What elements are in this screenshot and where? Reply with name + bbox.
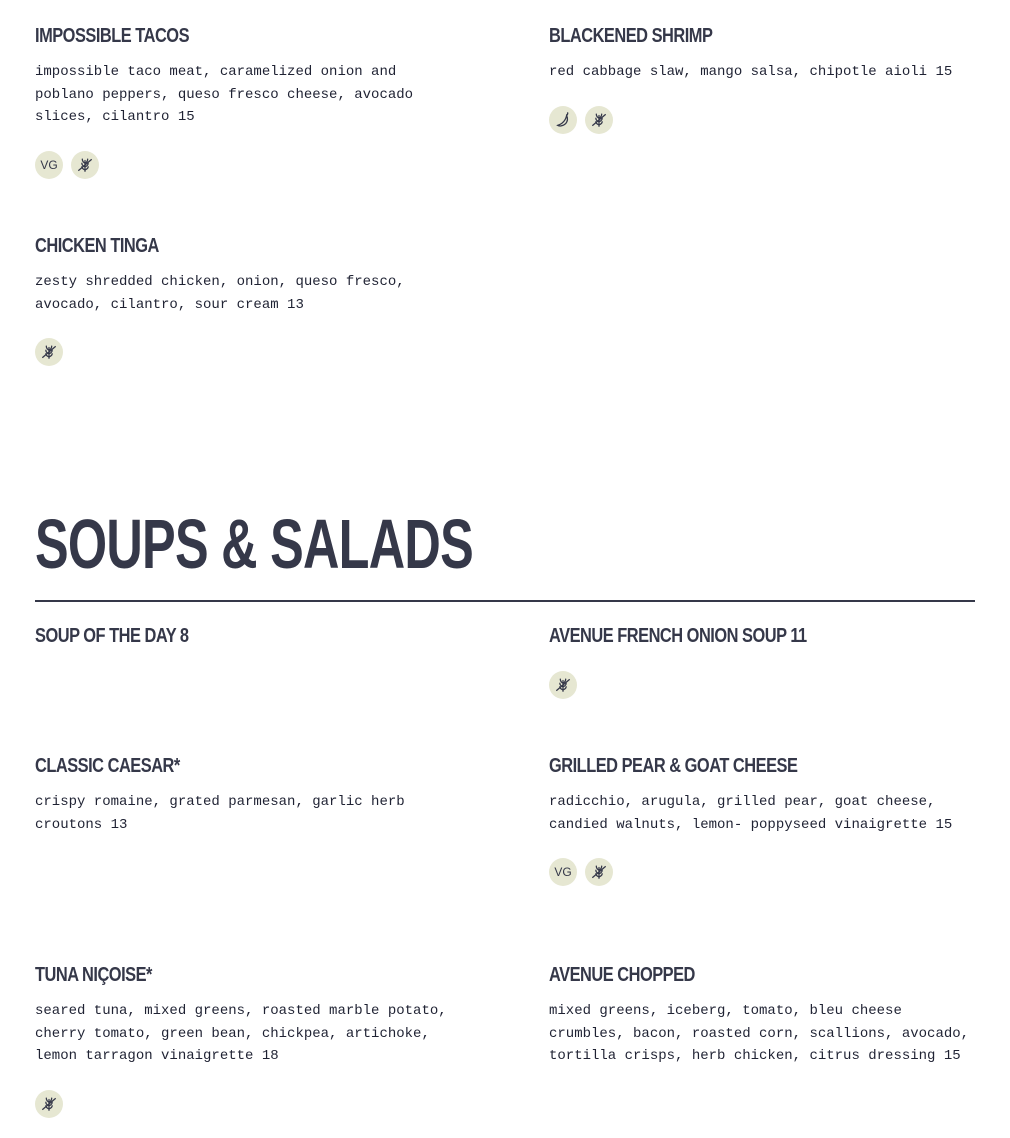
dietary-badges	[549, 858, 979, 886]
dietary-badges	[35, 338, 460, 366]
vegan-icon: VG	[35, 151, 63, 179]
item-description: radicchio, arugula, grilled pear, goat cheese, candied walnuts, lemon- poppyseed vinaigrette 15	[549, 794, 953, 833]
item-title: AVENUE CHOPPED	[549, 964, 695, 986]
chili-pepper-icon	[549, 106, 577, 134]
item-title: TUNA NIÇOISE*	[35, 964, 152, 986]
dietary-badges	[35, 151, 460, 179]
gluten-free-icon	[35, 338, 63, 366]
item-description: red cabbage slaw, mango salsa, chipotle aioli 15	[549, 64, 953, 80]
gluten-free-icon	[549, 671, 577, 699]
gluten-free-icon	[71, 151, 99, 179]
item-title: GRILLED PEAR & GOAT CHEESE	[549, 755, 798, 777]
item-title: AVENUE FRENCH ONION SOUP 11	[549, 625, 807, 647]
menu-item-chicken-tinga	[35, 235, 460, 366]
item-description: crispy romaine, grated parmesan, garlic herb croutons 13	[35, 794, 405, 833]
item-description: zesty shredded chicken, onion, queso fresco, avocado, cilantro, sour cream 13	[35, 274, 405, 313]
item-title: CLASSIC CAESAR*	[35, 755, 180, 777]
item-title: SOUP OF THE DAY 8	[35, 625, 189, 647]
gluten-free-icon	[585, 106, 613, 134]
menu-item-tuna-nicoise	[35, 964, 455, 1118]
menu-item-classic-caesar	[35, 755, 455, 836]
menu-item-soup-of-the-day	[35, 625, 475, 647]
gluten-free-icon	[585, 858, 613, 886]
item-title: BLACKENED SHRIMP	[549, 25, 713, 47]
item-description: seared tuna, mixed greens, roasted marble potato, cherry tomato, green bean, chickpea, artichoke, lemon tarragon vinaigrette 18	[35, 1003, 447, 1064]
item-description: mixed greens, iceberg, tomato, bleu cheese crumbles, bacon, roasted corn, scallions, avocado, tortilla crisps, herb chicken, citrus dressing 15	[549, 1003, 970, 1064]
menu-item-grilled-pear-goat-cheese	[549, 755, 979, 886]
gluten-free-icon	[35, 1090, 63, 1118]
menu-item-blackened-shrimp	[549, 25, 979, 134]
menu-item-avenue-chopped	[549, 964, 979, 1068]
item-description: impossible taco meat, caramelized onion and poblano peppers, queso fresco cheese, avocado slices, cilantro 15	[35, 64, 414, 125]
dietary-badges	[549, 106, 979, 134]
menu-item-impossible-tacos	[35, 25, 460, 179]
item-title: IMPOSSIBLE TACOS	[35, 25, 190, 47]
item-title: CHICKEN TINGA	[35, 235, 159, 257]
menu-item-french-onion-soup	[549, 625, 989, 699]
vegan-icon: VG	[549, 858, 577, 886]
dietary-badges	[549, 671, 989, 699]
section-heading-soups-salads: SOUPS & SALADS	[35, 505, 473, 583]
section-divider	[35, 600, 975, 602]
dietary-badges	[35, 1090, 455, 1118]
